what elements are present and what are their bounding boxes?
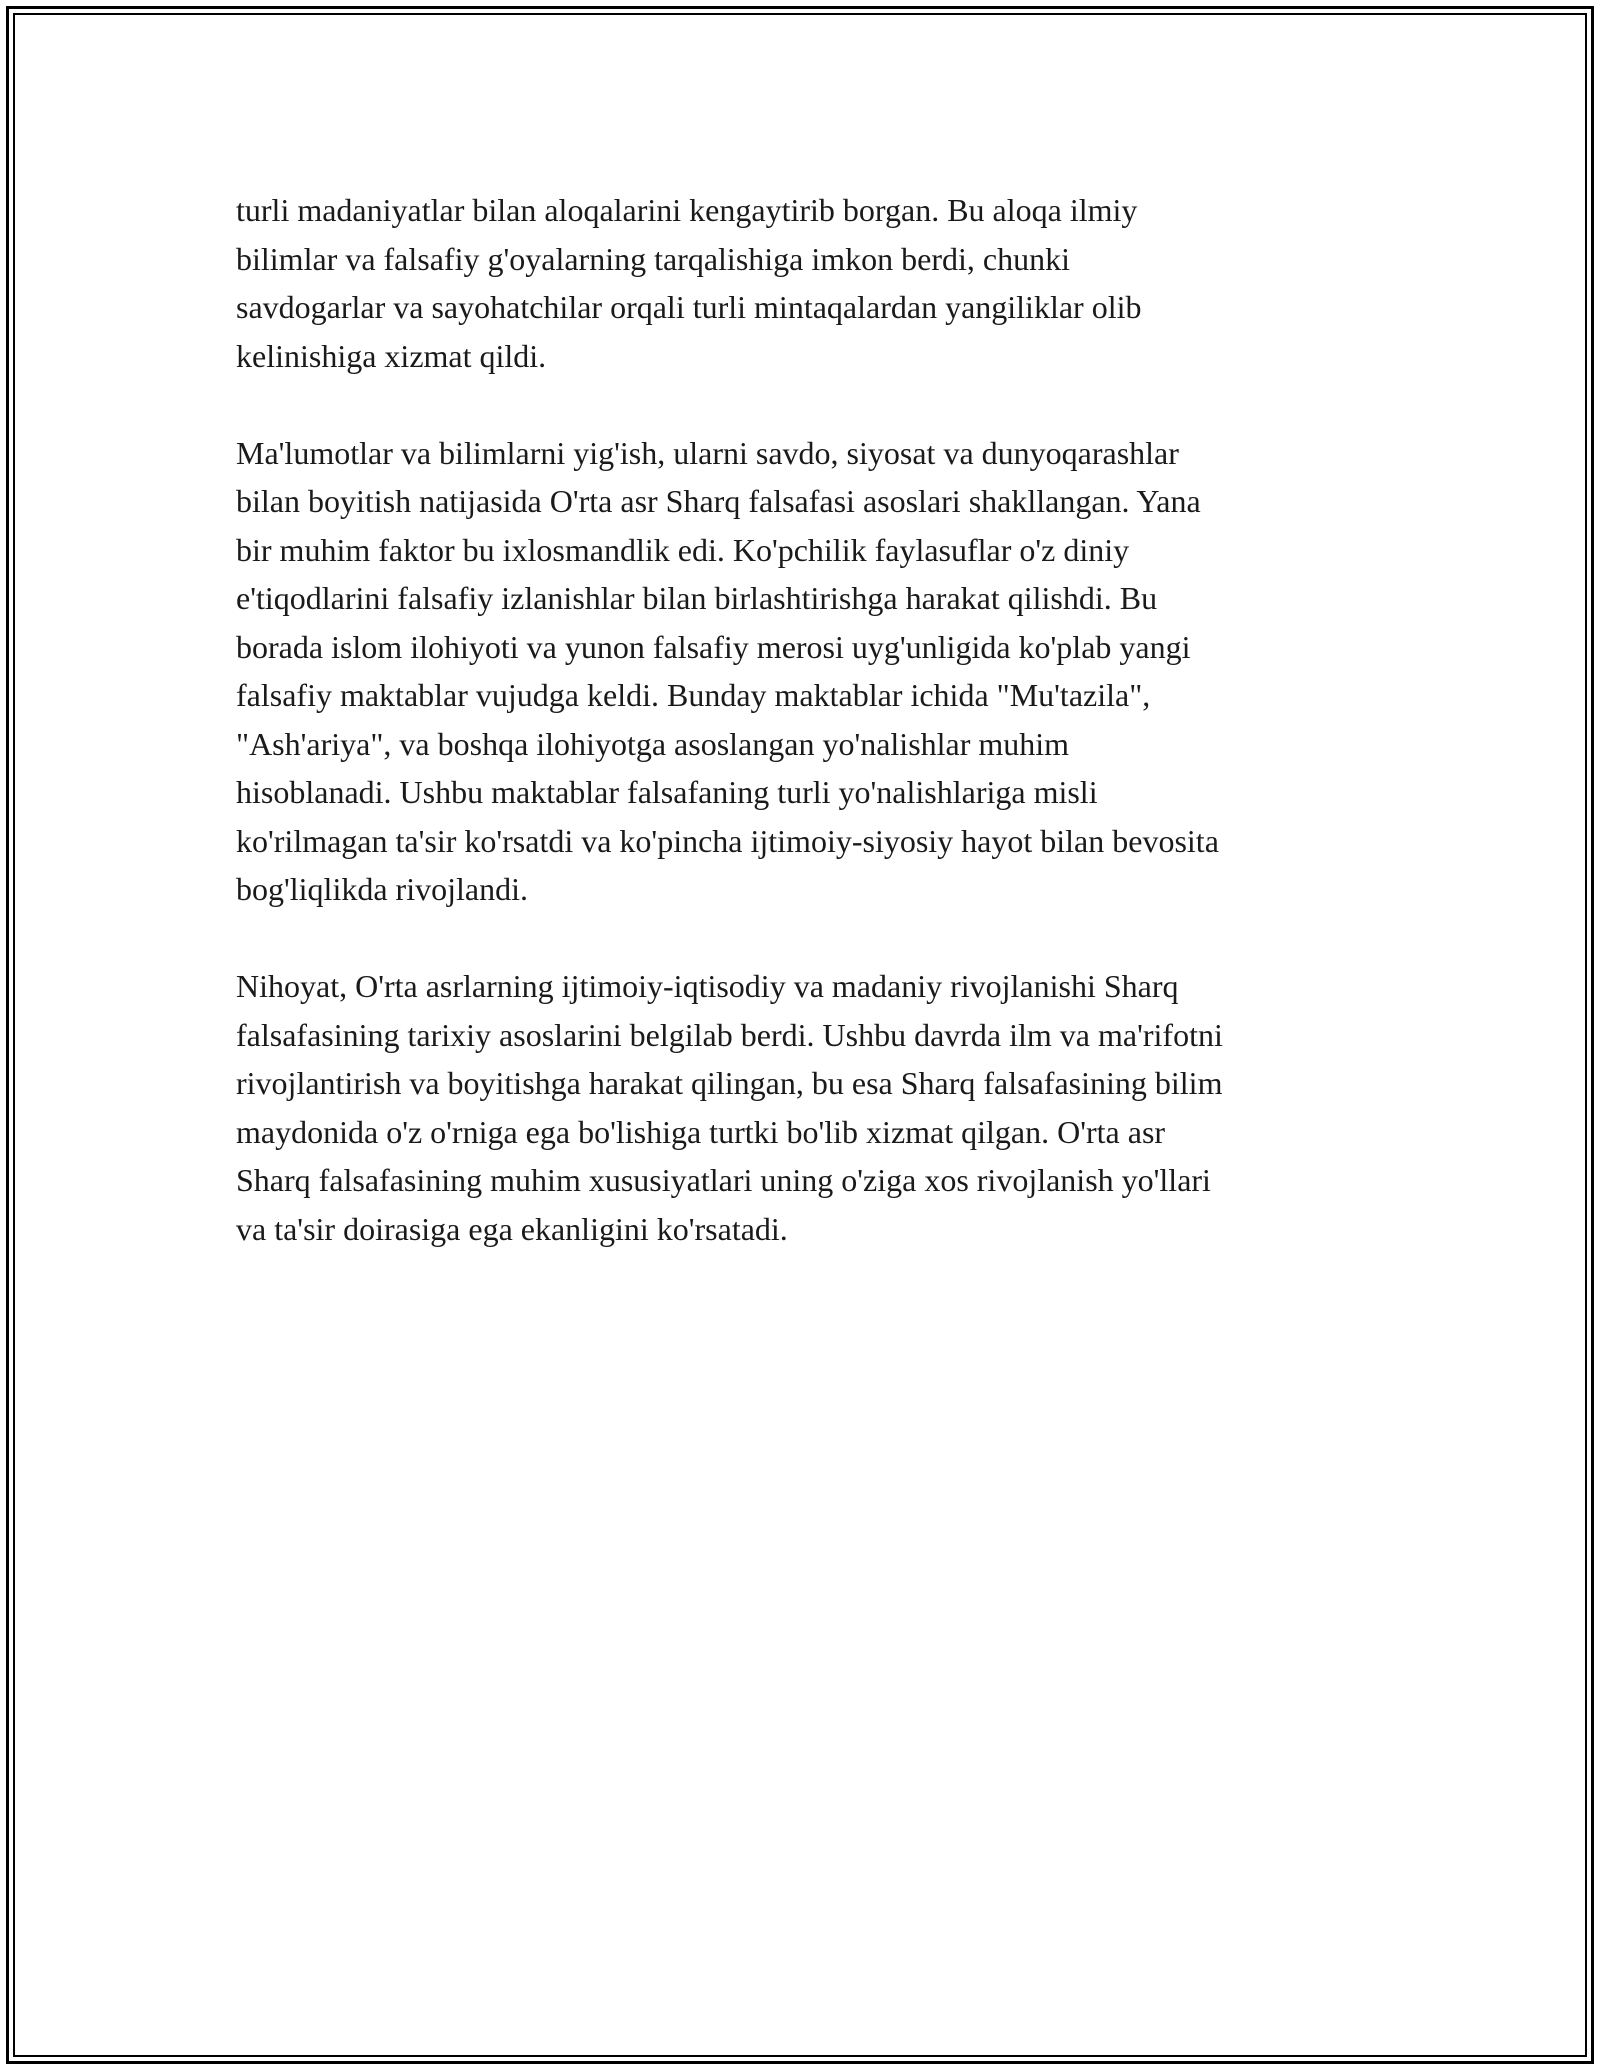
text-line: va ta'sir doirasiga ega ekanligini ko'rsatadi. [236, 1210, 788, 1247]
text-line: turli madaniyatlar bilan aloqalarini kengaytirib borgan. Bu aloqa ilmiy [236, 192, 1138, 228]
text-line: ko'rilmagan ta'sir ko'rsatdi va ko'pincha ijtimoiy-siyosiy hayot bilan bevosita [236, 822, 1219, 859]
paragraph-3 [236, 962, 1376, 1253]
text-line: falsafasining tarixiy asoslarini belgilab berdi. Ushbu davrda ilm va ma'rifotni [236, 1016, 1223, 1053]
text-line: Nihoyat, O'rta asrlarning ijtimoiy-iqtisodiy va madaniy rivojlanishi Sharq [236, 968, 1179, 1004]
text-line: savdogarlar va sayohatchilar orqali turli mintaqalardan yangiliklar olib [236, 289, 1142, 325]
paragraph-2 [236, 429, 1376, 914]
document-body [236, 186, 1376, 1302]
text-line: hisoblanadi. Ushbu maktablar falsafaning turli yo'nalishlariga misli [236, 774, 1098, 810]
text-line: bilan boyitish natijasida O'rta asr Sharq falsafasi asoslari shakllangan. Yana [236, 483, 1201, 519]
text-line: maydonida o'z o'rniga ega bo'lishiga turtki bo'lib xizmat qilgan. O'rta asr [236, 1113, 1166, 1150]
text-line: Ma'lumotlar va bilimlarni yig'ish, ularni savdo, siyosat va dunyoqarashlar [236, 434, 1179, 471]
text-line: kelinishiga xizmat qildi. [236, 337, 547, 374]
text-line: bir muhim faktor bu ixlosmandlik edi. Ko'pchilik faylasuflar o'z diniy [236, 531, 1130, 568]
text-line: e'tiqodlarini falsafiy izlanishlar bilan birlashtirishga harakat qilishdi. Bu [236, 580, 1158, 616]
text-line: borada islom ilohiyoti va yunon falsafiy merosi uyg'unligida ko'plab yangi [236, 628, 1191, 665]
text-line: "Ash'ariya", va boshqa ilohiyotga asoslangan yo'nalishlar muhim [236, 725, 1070, 762]
paragraph-1 [236, 186, 1376, 380]
text-line: rivojlantirish va boyitishga harakat qilingan, bu esa Sharq falsafasining bilim [236, 1065, 1223, 1101]
text-line: falsafiy maktablar vujudga keldi. Bunday maktablar ichida "Mu'tazila", [236, 677, 1151, 713]
text-line: bog'liqlikda rivojlandi. [236, 871, 528, 907]
text-line: bilimlar va falsafiy g'oyalarning tarqalishiga imkon berdi, chunki [236, 240, 1070, 277]
text-line: Sharq falsafasining muhim xususiyatlari uning o'ziga xos rivojlanish yo'llari [236, 1162, 1211, 1198]
